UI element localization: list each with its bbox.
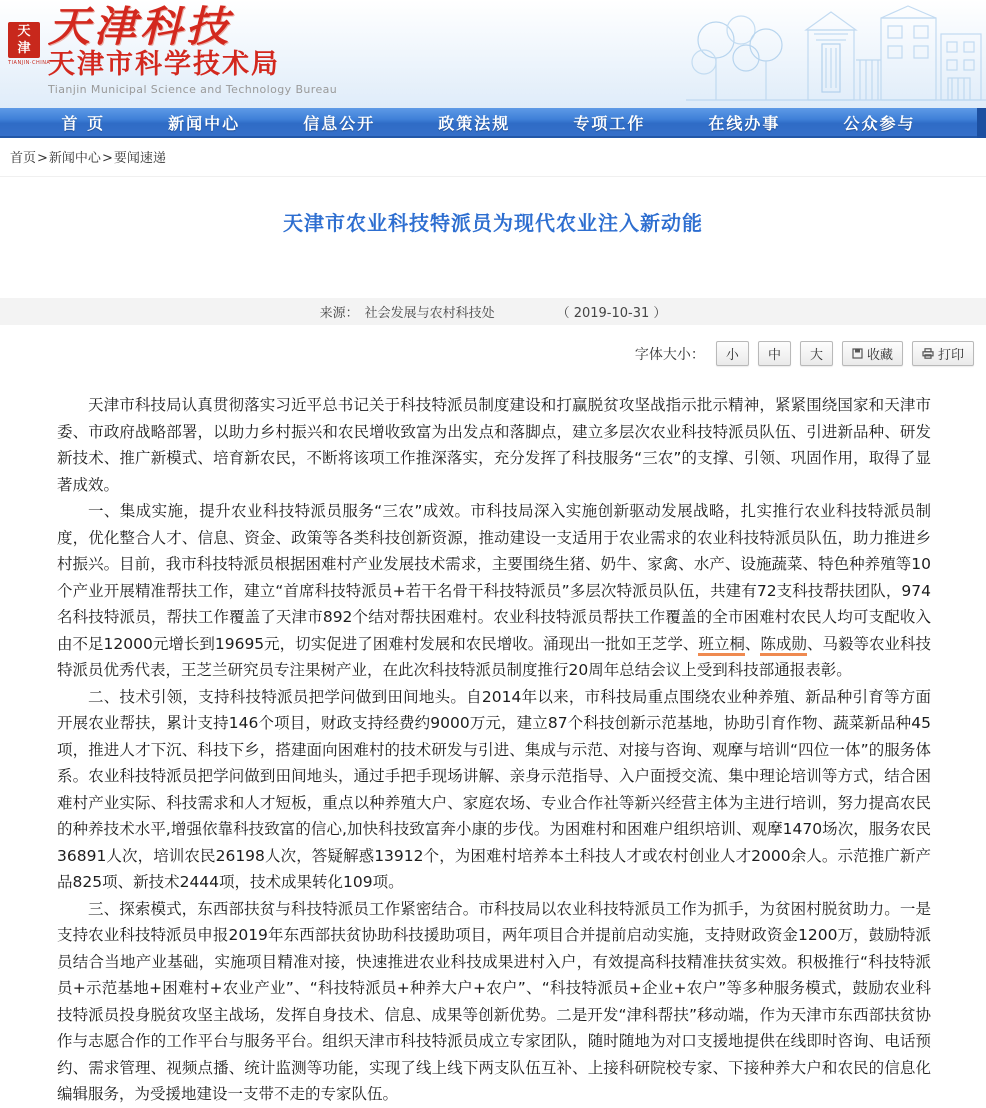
bookmark-icon [852,348,863,359]
paragraph-text: 、马毅等农业科技特派员优秀代表，王芝兰研究员专注果树产业，在此次科技特派员制度推行20周年总结会议上受到科技部通报表彰。 [57,634,931,679]
nav-item-news-center[interactable]: 新闻中心 [168,113,241,133]
highlighted-name: 陈成勋 [760,635,807,656]
nav-item-online-services[interactable]: 在线办事 [708,113,781,133]
print-button[interactable] [912,341,974,366]
article-toolbar [0,341,974,366]
nav-items [0,111,977,134]
breadcrumb-news-express[interactable]: 要闻速递 [113,151,166,166]
article-paragraph [57,392,931,498]
font-size-label: 字体大小： [634,346,705,363]
article-body [57,392,931,1108]
breadcrumb [0,138,986,177]
article-source-bar [0,298,986,325]
paragraph-text: 、 [744,634,761,653]
main-nav [0,108,986,138]
source-department: 社会发展与农村科技处 [364,306,495,321]
tianjin-seal-logo [8,22,51,66]
highlighted-name: 班立桐 [698,635,745,656]
font-medium-label: 中 [767,348,781,363]
seal-char-bottom: 津 [17,41,31,56]
article-paragraph [57,684,931,896]
nav-item-policies[interactable]: 政策法规 [438,113,511,133]
nav-item-public-participation[interactable]: 公众参与 [843,113,916,133]
breadcrumb-separator: > [37,151,48,166]
article-paragraph [57,896,931,1108]
nav-item-home[interactable]: 首 页 [61,113,106,133]
favorite-label: 收藏 [866,348,893,363]
nav-endcap-decoration [977,108,986,138]
source-label: 来源： [319,306,359,321]
building-sketch-decoration [686,0,986,108]
publish-date: （ 2019-10-31 ） [556,306,667,321]
paragraph-text: 三、探索模式，东西部扶贫与科技特派员工作紧密结合。市科技局以农业科技特派员工作为抓手，为贫困村脱贫助力。一是支持农业科技特派员申报2019年东西部扶贫协助科技援助项目，两年项目合并提前启动实施，支持财政资金1200万，鼓励特派员结合当地产业基础，实施项目精准对接，快速推进农业科技成果进村入户，有效提高科技精准扶贫实效。积极推行“科技特派员+示范基地+困难村+农业产业”、“科技特派员+种养大户+农户”、“科技特派员+企业+农户”等多种服务模式，鼓励农业科技特派员投身脱贫攻坚主战场，发挥自身技术、信息、成果等创新优势。二是开发“津科帮扶”移动端，作为天津市东西部扶贫协作与志愿合作的工作平台与服务平台。组织天津市科技特派员成立专家团队，随时随地为对口支援地提供在线即时咨询、电话预约、需求管理、视频点播、统计监测等功能，实现了线上线下两支队伍互补、上接科研院校专家、下接种养大户和农民的信息化编辑服务，为受援地建设一支带不走的专家队伍。 [57,899,931,1103]
article-paragraph [57,498,931,684]
nav-item-info-disclosure[interactable]: 信息公开 [303,113,376,133]
font-large-label: 大 [809,348,823,363]
site-header [0,0,986,108]
seal-icon [8,22,40,58]
print-label: 打印 [937,348,964,363]
site-title: 天津科技 [48,2,233,51]
font-medium-button[interactable] [758,341,791,366]
font-large-button[interactable] [800,341,833,366]
bureau-name-english: Tianjin Municipal Science and Technology Bureau [48,83,338,96]
breadcrumb-news-center[interactable]: 新闻中心 [48,151,101,166]
paragraph-text: 一、集成实施，提升农业科技特派员服务“三农”成效。市科技局深入实施创新驱动发展战略，扎实推行农业科技特派员制度，优化整合人才、信息、资金、政策等各类科技创新资源，推动建设一支适用于农业需求的农业科技特派员队伍，助力推进乡村振兴。目前，我市科技特派员根据困难村产业发展技术需求，主要围绕生猪、奶牛、家禽、水产、设施蔬菜、特色种养殖等10个产业开展精准帮扶工作，建立“首席科技特派员+若干名骨干科技特派员”多层次特派员队伍，共建有72支科技帮扶团队，974名科技特派员，帮扶工作覆盖了天津市892个结对帮扶困难村。农业科技特派员帮扶工作覆盖的全市困难村农民人均可支配收入由不足12000元增长到19695元，切实促进了困难村发展和农民增收。涌现出一批如王芝学、 [57,502,931,653]
site-brand [48,4,337,96]
breadcrumb-home[interactable]: 首页 [10,151,37,166]
seal-char-top: 天 [17,24,31,39]
nav-item-special-projects[interactable]: 专项工作 [573,113,646,133]
printer-icon [922,348,934,359]
font-small-label: 小 [725,348,739,363]
paragraph-text: 二、技术引领，支持科技特派员把学问做到田间地头。自2014年以来，市科技局重点围绕农业种养殖、新品种引育等方面开展农业帮扶，累计支持146个项目，财政支持经费约9000万元，建立87个科技创新示范基地，协助引育作物、蔬菜新品种45项，推进人才下沉、科技下乡，搭建面向困难村的技术研发与引进、集成与示范、对接与咨询、观摩与培训“四位一体”的服务体系。农业科技特派员把学问做到田间地头，通过手把手现场讲解、亲身示范指导、入户面授交流、集中理论培训等方式，结合困难村产业实际、科技需求和人才短板，重点以种养殖大户、家庭农场、专业合作社等新兴经营主体为主进行培训，努力提高农民的种养技术水平,增强依靠科技致富的信心,加快科技致富奔小康的步伐。为困难村和困难户组织培训、观摩1470场次，服务农民36891人次，培训农民26198人次，答疑解惑13912个，为困难村培养本土科技人才或农村创业人才2000余人。示范推广新产品825项、新技术2444项，技术成果转化109项。 [57,687,931,891]
breadcrumb-separator: > [101,151,113,166]
font-small-button[interactable] [716,341,749,366]
paragraph-text: 天津市科技局认真贯彻落实习近平总书记关于科技特派员制度建设和打赢脱贫攻坚战指示批示精神，紧紧围绕国家和天津市委、市政府战略部署，以助力乡村振兴和农民增收致富为出发点和落脚点，建立多层次农业科技特派员队伍、引进新品种、研发新技术、推广新模式、培育新农民，不断将该项工作推深落实，充分发挥了科技服务“三农”的支撑、引领、巩固作用，取得了显著成效。 [57,396,931,494]
page-title: 天津市农业科技特派员为现代农业注入新动能 [283,211,703,235]
bureau-name: 天津市科学技术局 [48,49,280,80]
seal-caption: TIANJIN·CHINA [8,60,51,66]
favorite-button[interactable] [842,341,903,366]
